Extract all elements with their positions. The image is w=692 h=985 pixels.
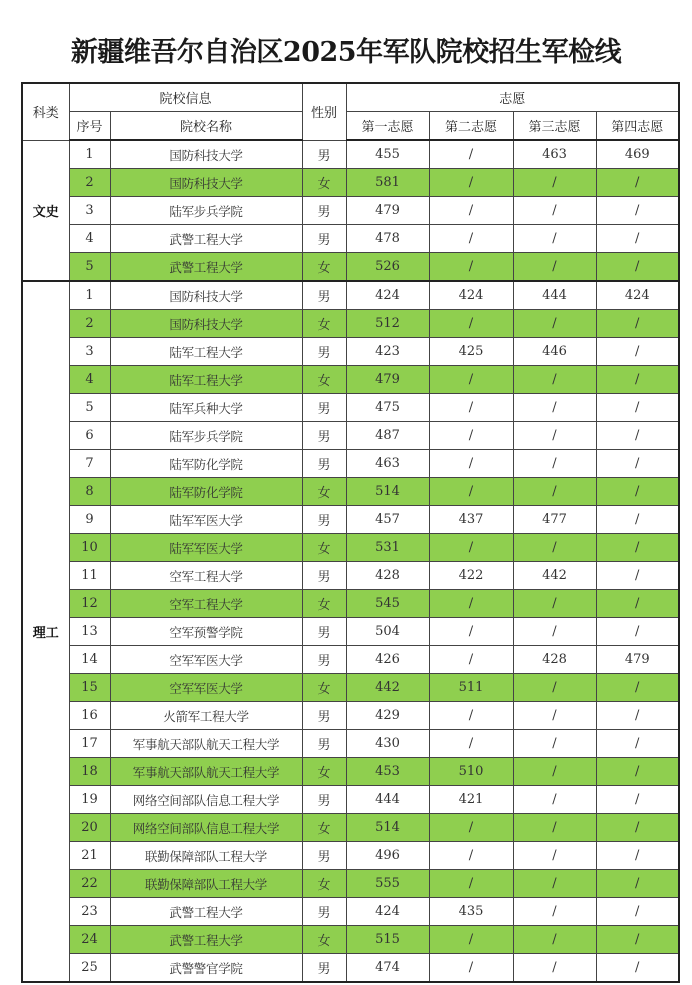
choice-1-cell: 475 (346, 394, 429, 422)
gender-cell: 女 (302, 814, 346, 842)
seq-cell: 1 (69, 140, 110, 169)
choice-2-cell: / (429, 534, 513, 562)
gender-cell: 男 (302, 225, 346, 253)
choice-1-cell: 479 (346, 197, 429, 225)
table-row (22, 786, 679, 814)
gender-cell: 男 (302, 730, 346, 758)
table-row (22, 506, 679, 534)
school-name-cell: 网络空间部队信息工程大学 (110, 814, 302, 842)
choice-3-cell: / (513, 394, 596, 422)
gender-cell: 男 (302, 338, 346, 366)
choice-1-cell: 531 (346, 534, 429, 562)
school-name-cell: 陆军工程大学 (110, 338, 302, 366)
choice-2-cell: 425 (429, 338, 513, 366)
seq-cell: 15 (69, 674, 110, 702)
choice-3-cell: / (513, 478, 596, 506)
seq-cell: 4 (69, 366, 110, 394)
choice-2-cell: / (429, 366, 513, 394)
school-name-cell: 国防科技大学 (110, 169, 302, 197)
choice-2-cell: / (429, 926, 513, 954)
choice-3-cell: 444 (513, 281, 596, 310)
gender-cell: 男 (302, 646, 346, 674)
seq-cell: 23 (69, 898, 110, 926)
choice-2-cell: / (429, 954, 513, 983)
header-school-info: 院校信息 (69, 83, 302, 112)
school-name-cell: 空军军医大学 (110, 674, 302, 702)
table-row (22, 140, 679, 169)
choice-2-cell: 511 (429, 674, 513, 702)
school-name-cell: 武警工程大学 (110, 225, 302, 253)
gender-cell: 女 (302, 758, 346, 786)
school-name-cell: 联勤保障部队工程大学 (110, 870, 302, 898)
seq-cell: 19 (69, 786, 110, 814)
gender-cell: 男 (302, 842, 346, 870)
choice-3-cell: / (513, 870, 596, 898)
page-title: 新疆维吾尔自治区2025年军队院校招生军检线 (70, 37, 622, 68)
school-name-cell: 武警警官学院 (110, 954, 302, 983)
choice-1-cell: 514 (346, 814, 429, 842)
school-name-cell: 武警工程大学 (110, 926, 302, 954)
choice-2-cell: / (429, 702, 513, 730)
choice-1-cell: 479 (346, 366, 429, 394)
gender-cell: 男 (302, 702, 346, 730)
school-name-cell: 陆军军医大学 (110, 534, 302, 562)
school-name-cell: 武警工程大学 (110, 253, 302, 282)
category-cell: 文史 (22, 140, 69, 281)
choice-4-cell: / (596, 814, 679, 842)
choice-3-cell: / (513, 898, 596, 926)
choice-1-cell: 426 (346, 646, 429, 674)
school-name-cell: 陆军兵种大学 (110, 394, 302, 422)
choice-4-cell: / (596, 730, 679, 758)
choice-4-cell: / (596, 197, 679, 225)
seq-cell: 10 (69, 534, 110, 562)
school-name-cell: 陆军步兵学院 (110, 197, 302, 225)
choice-4-cell: / (596, 478, 679, 506)
choice-3-cell: / (513, 758, 596, 786)
choice-2-cell: / (429, 590, 513, 618)
table-row (22, 281, 679, 310)
choice-1-cell: 444 (346, 786, 429, 814)
table-row (22, 870, 679, 898)
choice-1-cell: 512 (346, 310, 429, 338)
choice-4-cell: 469 (596, 140, 679, 169)
gender-cell: 男 (302, 618, 346, 646)
choice-2-cell: / (429, 253, 513, 282)
choice-2-cell: / (429, 618, 513, 646)
school-name-cell: 空军军医大学 (110, 646, 302, 674)
seq-cell: 3 (69, 338, 110, 366)
seq-cell: 13 (69, 618, 110, 646)
choice-1-cell: 430 (346, 730, 429, 758)
gender-cell: 男 (302, 786, 346, 814)
choice-3-cell: / (513, 842, 596, 870)
choice-1-cell: 496 (346, 842, 429, 870)
seq-cell: 12 (69, 590, 110, 618)
gender-cell: 女 (302, 870, 346, 898)
choice-4-cell: / (596, 870, 679, 898)
gender-cell: 女 (302, 310, 346, 338)
choice-3-cell: / (513, 926, 596, 954)
gender-cell: 男 (302, 562, 346, 590)
table-row (22, 730, 679, 758)
gender-cell: 男 (302, 506, 346, 534)
gender-cell: 男 (302, 281, 346, 310)
header-choice-3: 第三志愿 (513, 112, 596, 141)
gender-cell: 男 (302, 450, 346, 478)
table-row (22, 338, 679, 366)
school-name-cell: 军事航天部队航天工程大学 (110, 730, 302, 758)
seq-cell: 8 (69, 478, 110, 506)
choice-2-cell: / (429, 225, 513, 253)
choice-2-cell: / (429, 814, 513, 842)
seq-cell: 17 (69, 730, 110, 758)
table-row (22, 926, 679, 954)
choice-1-cell: 478 (346, 225, 429, 253)
choice-1-cell: 526 (346, 253, 429, 282)
gender-cell: 女 (302, 590, 346, 618)
seq-cell: 6 (69, 422, 110, 450)
choice-4-cell: 424 (596, 281, 679, 310)
choice-1-cell: 581 (346, 169, 429, 197)
choice-4-cell: / (596, 898, 679, 926)
choice-4-cell: / (596, 169, 679, 197)
school-name-cell: 网络空间部队信息工程大学 (110, 786, 302, 814)
table-row (22, 898, 679, 926)
table-row (22, 366, 679, 394)
choice-3-cell: / (513, 786, 596, 814)
choice-1-cell: 463 (346, 450, 429, 478)
header-choice-4: 第四志愿 (596, 112, 679, 141)
header-choice-2: 第二志愿 (429, 112, 513, 141)
table-row (22, 450, 679, 478)
choice-1-cell: 474 (346, 954, 429, 983)
school-name-cell: 空军预警学院 (110, 618, 302, 646)
choice-1-cell: 424 (346, 898, 429, 926)
table-row (22, 394, 679, 422)
header-choice-1: 第一志愿 (346, 112, 429, 141)
choice-2-cell: 435 (429, 898, 513, 926)
seq-cell: 25 (69, 954, 110, 983)
school-name-cell: 陆军工程大学 (110, 366, 302, 394)
gender-cell: 男 (302, 422, 346, 450)
choice-4-cell: / (596, 253, 679, 282)
seq-cell: 18 (69, 758, 110, 786)
table-row (22, 842, 679, 870)
table-row (22, 169, 679, 197)
seq-cell: 9 (69, 506, 110, 534)
school-name-cell: 空军工程大学 (110, 562, 302, 590)
gender-cell: 男 (302, 394, 346, 422)
choice-2-cell: / (429, 870, 513, 898)
choice-4-cell: / (596, 422, 679, 450)
header-category: 科类 (22, 83, 69, 140)
choice-2-cell: / (429, 478, 513, 506)
choice-2-cell: / (429, 140, 513, 169)
seq-cell: 14 (69, 646, 110, 674)
choice-4-cell: / (596, 562, 679, 590)
choice-3-cell: 477 (513, 506, 596, 534)
choice-1-cell: 514 (346, 478, 429, 506)
choice-3-cell: / (513, 422, 596, 450)
choice-3-cell: / (513, 450, 596, 478)
choice-3-cell: / (513, 366, 596, 394)
choice-3-cell: / (513, 730, 596, 758)
choice-3-cell: / (513, 197, 596, 225)
gender-cell: 女 (302, 674, 346, 702)
choice-4-cell: / (596, 618, 679, 646)
choice-3-cell: 428 (513, 646, 596, 674)
seq-cell: 3 (69, 197, 110, 225)
header-seq: 序号 (69, 112, 110, 141)
gender-cell: 女 (302, 169, 346, 197)
header-choices: 志愿 (346, 83, 679, 112)
school-name-cell: 武警工程大学 (110, 898, 302, 926)
school-name-cell: 国防科技大学 (110, 310, 302, 338)
choice-1-cell: 453 (346, 758, 429, 786)
table-row (22, 253, 679, 282)
choice-1-cell: 429 (346, 702, 429, 730)
seq-cell: 5 (69, 394, 110, 422)
table-row (22, 702, 679, 730)
choice-2-cell: / (429, 842, 513, 870)
choice-3-cell: 442 (513, 562, 596, 590)
table-row (22, 310, 679, 338)
gender-cell: 女 (302, 926, 346, 954)
table-row (22, 422, 679, 450)
choice-4-cell: / (596, 842, 679, 870)
choice-3-cell: / (513, 814, 596, 842)
choice-1-cell: 457 (346, 506, 429, 534)
choice-2-cell: 421 (429, 786, 513, 814)
admission-score-table (21, 82, 680, 983)
school-name-cell: 联勤保障部队工程大学 (110, 842, 302, 870)
choice-4-cell: / (596, 225, 679, 253)
choice-4-cell: / (596, 674, 679, 702)
choice-2-cell: 424 (429, 281, 513, 310)
header-gender: 性别 (302, 83, 346, 140)
seq-cell: 20 (69, 814, 110, 842)
school-name-cell: 国防科技大学 (110, 140, 302, 169)
seq-cell: 11 (69, 562, 110, 590)
seq-cell: 22 (69, 870, 110, 898)
choice-1-cell: 442 (346, 674, 429, 702)
choice-4-cell: / (596, 394, 679, 422)
gender-cell: 男 (302, 140, 346, 169)
choice-1-cell: 555 (346, 870, 429, 898)
choice-2-cell: 510 (429, 758, 513, 786)
table-row (22, 758, 679, 786)
school-name-cell: 陆军防化学院 (110, 478, 302, 506)
choice-1-cell: 545 (346, 590, 429, 618)
choice-2-cell: / (429, 450, 513, 478)
table-row (22, 814, 679, 842)
choice-4-cell: / (596, 926, 679, 954)
school-name-cell: 国防科技大学 (110, 281, 302, 310)
seq-cell: 2 (69, 310, 110, 338)
gender-cell: 女 (302, 478, 346, 506)
school-name-cell: 陆军防化学院 (110, 450, 302, 478)
choice-1-cell: 487 (346, 422, 429, 450)
choice-4-cell: / (596, 758, 679, 786)
choice-3-cell: 463 (513, 140, 596, 169)
choice-3-cell: / (513, 954, 596, 983)
choice-2-cell: / (429, 730, 513, 758)
choice-2-cell: / (429, 310, 513, 338)
school-name-cell: 军事航天部队航天工程大学 (110, 758, 302, 786)
header-school-name: 院校名称 (110, 112, 302, 141)
gender-cell: 女 (302, 253, 346, 282)
choice-4-cell: / (596, 534, 679, 562)
choice-3-cell: / (513, 253, 596, 282)
choice-2-cell: / (429, 169, 513, 197)
gender-cell: 男 (302, 954, 346, 983)
gender-cell: 男 (302, 197, 346, 225)
school-name-cell: 陆军军医大学 (110, 506, 302, 534)
choice-1-cell: 504 (346, 618, 429, 646)
seq-cell: 5 (69, 253, 110, 282)
choice-3-cell: / (513, 169, 596, 197)
choice-4-cell: / (596, 450, 679, 478)
choice-3-cell: / (513, 310, 596, 338)
choice-1-cell: 423 (346, 338, 429, 366)
school-name-cell: 陆军步兵学院 (110, 422, 302, 450)
choice-3-cell: 446 (513, 338, 596, 366)
choice-2-cell: / (429, 422, 513, 450)
choice-4-cell: / (596, 366, 679, 394)
seq-cell: 1 (69, 281, 110, 310)
seq-cell: 24 (69, 926, 110, 954)
gender-cell: 男 (302, 898, 346, 926)
choice-2-cell: / (429, 394, 513, 422)
table-row (22, 954, 679, 983)
table-body (22, 140, 679, 982)
choice-4-cell: / (596, 954, 679, 983)
choice-1-cell: 428 (346, 562, 429, 590)
seq-cell: 2 (69, 169, 110, 197)
choice-3-cell: / (513, 618, 596, 646)
choice-3-cell: / (513, 590, 596, 618)
table-row (22, 534, 679, 562)
choice-2-cell: 437 (429, 506, 513, 534)
choice-1-cell: 424 (346, 281, 429, 310)
table-row (22, 225, 679, 253)
choice-3-cell: / (513, 534, 596, 562)
choice-3-cell: / (513, 702, 596, 730)
choice-4-cell: / (596, 702, 679, 730)
table-row (22, 618, 679, 646)
choice-1-cell: 455 (346, 140, 429, 169)
gender-cell: 女 (302, 366, 346, 394)
choice-2-cell: / (429, 646, 513, 674)
choice-2-cell: / (429, 197, 513, 225)
choice-4-cell: / (596, 310, 679, 338)
choice-4-cell: / (596, 506, 679, 534)
table-row (22, 197, 679, 225)
school-name-cell: 空军工程大学 (110, 590, 302, 618)
seq-cell: 16 (69, 702, 110, 730)
category-cell: 理工 (22, 281, 69, 982)
choice-3-cell: / (513, 225, 596, 253)
choice-4-cell: 479 (596, 646, 679, 674)
seq-cell: 4 (69, 225, 110, 253)
choice-4-cell: / (596, 590, 679, 618)
choice-3-cell: / (513, 674, 596, 702)
choice-4-cell: / (596, 338, 679, 366)
table-row (22, 646, 679, 674)
choice-1-cell: 515 (346, 926, 429, 954)
gender-cell: 女 (302, 534, 346, 562)
choice-2-cell: 422 (429, 562, 513, 590)
table-row (22, 562, 679, 590)
table-row (22, 674, 679, 702)
seq-cell: 7 (69, 450, 110, 478)
table-row (22, 478, 679, 506)
seq-cell: 21 (69, 842, 110, 870)
table-row (22, 590, 679, 618)
choice-4-cell: / (596, 786, 679, 814)
school-name-cell: 火箭军工程大学 (110, 702, 302, 730)
